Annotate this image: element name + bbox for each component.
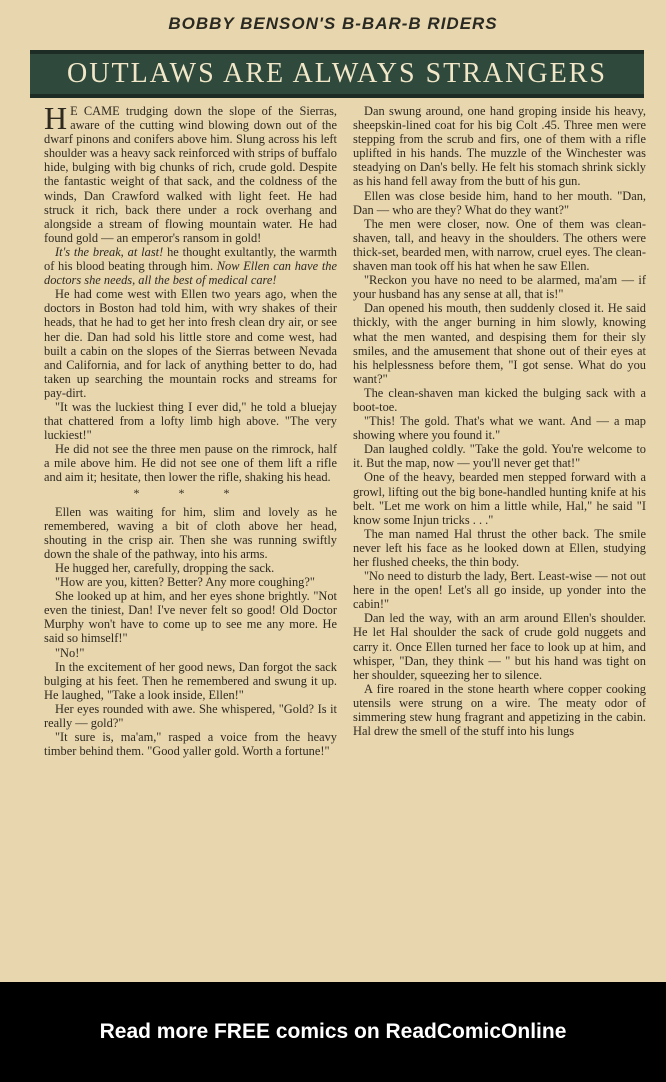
paragraph: She looked up at him, and her eyes shone brightly. "Not even the tiniest, Dan! I've never felt so good! Old Doctor Murphy won't have to come up to see me any more. He said so himself!" bbox=[44, 589, 337, 646]
paragraph: "How are you, kitten? Better? Any more coughing?" bbox=[55, 575, 315, 590]
story-title-banner bbox=[30, 50, 644, 98]
paragraph: Ellen was close beside him, hand to her mouth. "Dan, Dan — who are they? What do they want?" bbox=[353, 188, 646, 217]
paragraph: The men were closer, now. One of them was clean-shaven, tall, and heavy in the shoulders. The others were thick-set, bearded men, with narrow, cruel eyes. The clean-shaven man took off his hat when he saw Ellen. bbox=[353, 216, 646, 274]
paragraph: One of the heavy, bearded men stepped forward with a growl, lifting out the big bone-handled hunting knife at his belt. "Let me work on him a little while, Hal," he said "I know some Injun tricks . . ." bbox=[353, 470, 646, 527]
paragraph: "This! The gold. That's what we want. And — a map showing where you found it." bbox=[353, 414, 646, 443]
paragraph: The clean-shaven man kicked the bulging sack with a boot-toe. bbox=[353, 385, 646, 414]
paragraph: In the excitement of her good news, Dan forgot the sack bulging at his feet. Then he remembered and swung it up. He laughed, "Take a look inside, Ellen!" bbox=[44, 659, 337, 702]
text-column-right bbox=[353, 104, 646, 738]
promo-footer bbox=[0, 982, 666, 1082]
paragraph: Ellen was waiting for him, slim and lovely as he remembered, waving a bit of cloth above her head, shouting in the crisp air. Then she was running swiftly down the shale of the pathway, into his arms. bbox=[44, 504, 337, 561]
paragraph: He had come west with Ellen two years ago, when the doctors in Boston had told him, with wry shakes of their heads, that he had to get her into fresh clean dry air, or see her die. Dan had sold his little store and come west, had built a cabin on the slopes of the Sierras between Nevada and California, and for lack of anything better to do, had taken up searching the mountain rocks and streams for pay-dirt. bbox=[44, 287, 337, 400]
paragraph: Dan opened his mouth, then suddenly closed it. He said thickly, with the anger burning in him slowly, knowing what the men wanted, and despising them for their sly smiles, and the amusement that shone out of their eyes at his helplessness before them, "I got sense. What do you want?" bbox=[353, 301, 646, 386]
paragraph: He did not see the three men pause on the rimrock, half a mile above him. He did not see one of them lift a rifle and aim it; hesitate, then lower the rifle, shaking his head. bbox=[44, 442, 337, 485]
paragraph: "It was the luckiest thing I ever did," he told a bluejay that chattered from a lofty limb high above. "The very luckiest!" bbox=[44, 399, 337, 443]
paragraph: "Reckon you have no need to be alarmed, ma'am — if your husband has any sense at all, that is!" bbox=[353, 273, 646, 302]
paragraph: The man named Hal thrust the other back. The smile never left his face as he looked down at Ellen, studying her flushed cheeks, the thin body. bbox=[353, 526, 646, 569]
paragraph: Dan led the way, with an arm around Ellen's shoulder. He let Hal shoulder the sack of crude gold nuggets and carry it. Once Ellen turned her face to look up at him, and whisper, "Dan, they think — " but his hand was tight on her shoulder, squeezing her to silence. bbox=[353, 611, 646, 682]
drop-cap: H bbox=[44, 100, 68, 136]
paragraph: "No!" bbox=[55, 645, 85, 660]
paragraph: A fire roared in the stone hearth where copper cooking utensils were strung on a wire. The meaty odor of simmering stew hung fragrant and appetizing in the cabin. Hal drew the smell of the stuff into his lungs bbox=[353, 681, 646, 739]
text-column-left bbox=[44, 100, 337, 759]
paragraph: Dan swung around, one hand groping inside his heavy, sheepskin-lined coat for his big Colt .45. Three men were stepping from the scrub and firs, one of them with a rifle uplifted in his hands. The muzzle of the Winchester was steadying on Dan's belly. He felt his stomach shrink sickly as his hand fell away from the butt of his gun. bbox=[353, 104, 646, 189]
paragraph: It's the break, at last! he thought exultantly, the warmth of his blood beating through him. Now Ellen can have the doctors she needs, all the best of medical care! bbox=[44, 244, 337, 288]
paragraph: He hugged her, carefully, dropping the sack. bbox=[55, 561, 275, 575]
section-separator: * * * bbox=[133, 485, 248, 500]
promo-link[interactable]: Read more FREE comics on ReadComicOnline bbox=[99, 1020, 567, 1043]
paragraph: "It sure is, ma'am," rasped a voice from the heavy timber behind them. "Good yaller gold. Worth a fortune!" bbox=[44, 730, 337, 759]
paragraph: Her eyes rounded with awe. She whispered, "Gold? Is it really — gold?" bbox=[44, 701, 337, 731]
series-header: BOBBY BENSON'S B-BAR-B RIDERS bbox=[168, 14, 498, 33]
paragraph: H E CAME trudging down the slope of the Sierras, aware of the cutting wind blowing down out of the dwarf pinons and conifers above him. Slung across his left shoulder was a heavy sack reinforced with strips of buffalo hide, bulging with big chunks of rich, crude gold. Despite the fantastic weight of that sack, and the coldness of the winds, Dan Crawford walked with light feet. He had struck it rich, back there under a rock overhang and alongside a stream of flowing mountain water. He had found gold — an emperor's ransom in gold! bbox=[44, 100, 337, 245]
paragraph: Dan laughed coldly. "Take the gold. You're welcome to it. But the map, now — you'll never get that!" bbox=[353, 442, 646, 471]
story-title: OUTLAWS ARE ALWAYS STRANGERS bbox=[67, 58, 607, 89]
paragraph: "No need to disturb the lady, Bert. Least-wise — not out here in the open! Let's all go inside, up yonder into the cabin!" bbox=[353, 569, 646, 612]
